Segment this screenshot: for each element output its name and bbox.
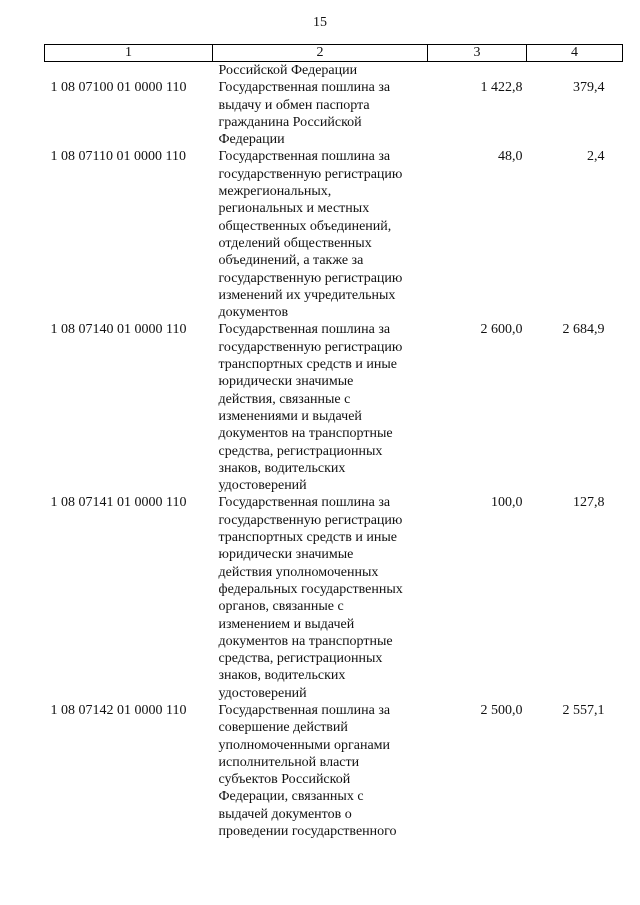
description-line: Государственная пошлина за: [218, 322, 391, 338]
description-line: документов на транспортные: [218, 426, 393, 442]
amount-col3: 2 500,0: [480, 702, 523, 718]
description-line: действия, связанные с: [218, 391, 351, 407]
description-line: Государственная пошлина за: [218, 80, 391, 96]
description-line: Федерации, связанных с: [218, 789, 364, 805]
description-line: действия уполномоченных: [218, 564, 379, 580]
description-line: юридически значимые: [218, 547, 354, 563]
description-line: удостоверений: [218, 685, 307, 701]
description-line: транспортных средств и иные: [218, 530, 397, 546]
description-line: транспортных средств и иные: [218, 357, 397, 373]
amount-col3: [428, 62, 527, 80]
description-line: средства, регистрационных: [218, 651, 383, 667]
revenue-description: [213, 494, 428, 702]
budget-code: 1 08 07110 01 0000 110: [50, 149, 186, 165]
description-line: межрегиональных,: [218, 184, 332, 200]
column-header-2: 2: [213, 45, 428, 62]
description-line: проведении государственного: [218, 824, 397, 840]
description-line: изменений их учредительных: [218, 287, 396, 303]
amount-col3: 1 422,8: [480, 80, 523, 96]
page-number: 15: [313, 15, 327, 30]
description-line: отделений общественных: [218, 235, 372, 251]
budget-code: 1 08 07142 01 0000 110: [50, 702, 187, 718]
description-line: субъектов Российской: [218, 772, 351, 788]
description-line: государственную регистрацию: [218, 270, 403, 286]
table-row: [45, 702, 623, 840]
budget-code: 1 08 07140 01 0000 110: [50, 322, 187, 338]
table-header-row: [45, 45, 623, 62]
budget-table: [44, 44, 623, 840]
description-line: объединений, а также за: [218, 253, 364, 269]
revenue-description: [213, 702, 428, 840]
description-line: Государственная пошлина за: [218, 149, 391, 165]
revenue-description: [213, 62, 428, 80]
description-line: федеральных государственных: [218, 581, 403, 597]
description-line: Государственная пошлина за: [218, 495, 391, 511]
budget-code: 1 08 07141 01 0000 110: [50, 495, 187, 511]
amount-col3: 100,0: [491, 495, 523, 511]
description-line: совершение действий: [218, 720, 348, 736]
column-header-1: 1: [45, 45, 213, 62]
revenue-description: [213, 148, 428, 321]
description-line: удостоверений: [218, 478, 307, 494]
table-row: [45, 62, 623, 80]
description-line: исполнительной власти: [218, 754, 360, 770]
description-line: средства, регистрационных: [218, 443, 383, 459]
amount-col4: 379,4: [573, 80, 605, 96]
table-row: [45, 148, 623, 321]
budget-code: 1 08 07100 01 0000 110: [50, 80, 187, 96]
revenue-description: [213, 79, 428, 148]
description-line: гражданина Российской: [218, 114, 362, 130]
description-line: изменениями и выдачей: [218, 408, 362, 424]
description-line: государственную регистрацию: [218, 339, 403, 355]
amount-col4: 127,8: [573, 495, 605, 511]
description-line: Российской Федерации: [218, 63, 358, 78]
amount-col4: 2 557,1: [562, 702, 605, 718]
description-line: документов на транспортные: [218, 633, 393, 649]
description-line: Федерации: [218, 132, 285, 148]
description-line: изменением и выдачей: [218, 616, 355, 632]
column-header-3: 3: [428, 45, 527, 62]
table-body: [45, 62, 623, 841]
table-row: [45, 321, 623, 494]
description-line: Государственная пошлина за: [218, 702, 391, 718]
amount-col3: 48,0: [498, 149, 523, 165]
budget-code: [45, 62, 213, 80]
description-line: органов, связанные с: [218, 599, 344, 615]
column-header-4: 4: [527, 45, 623, 62]
table-row: [45, 494, 623, 702]
description-line: знаков, водительских: [218, 460, 346, 476]
description-line: уполномоченными органами: [218, 737, 391, 753]
description-line: документов: [218, 305, 289, 321]
amount-col3: 2 600,0: [480, 322, 523, 338]
description-line: юридически значимые: [218, 374, 354, 390]
description-line: общественных объединений,: [218, 218, 392, 234]
description-line: знаков, водительских: [218, 668, 346, 684]
amount-col4: 2 684,9: [562, 322, 605, 338]
description-line: выдачей документов о: [218, 806, 352, 822]
amount-col4: 2,4: [587, 149, 605, 165]
description-line: государственную регистрацию: [218, 512, 403, 528]
revenue-description: [213, 321, 428, 494]
description-line: региональных и местных: [218, 201, 370, 217]
description-line: государственную регистрацию: [218, 166, 403, 182]
amount-col4: [527, 62, 623, 80]
description-line: выдачу и обмен паспорта: [218, 97, 370, 113]
table-row: [45, 79, 623, 148]
